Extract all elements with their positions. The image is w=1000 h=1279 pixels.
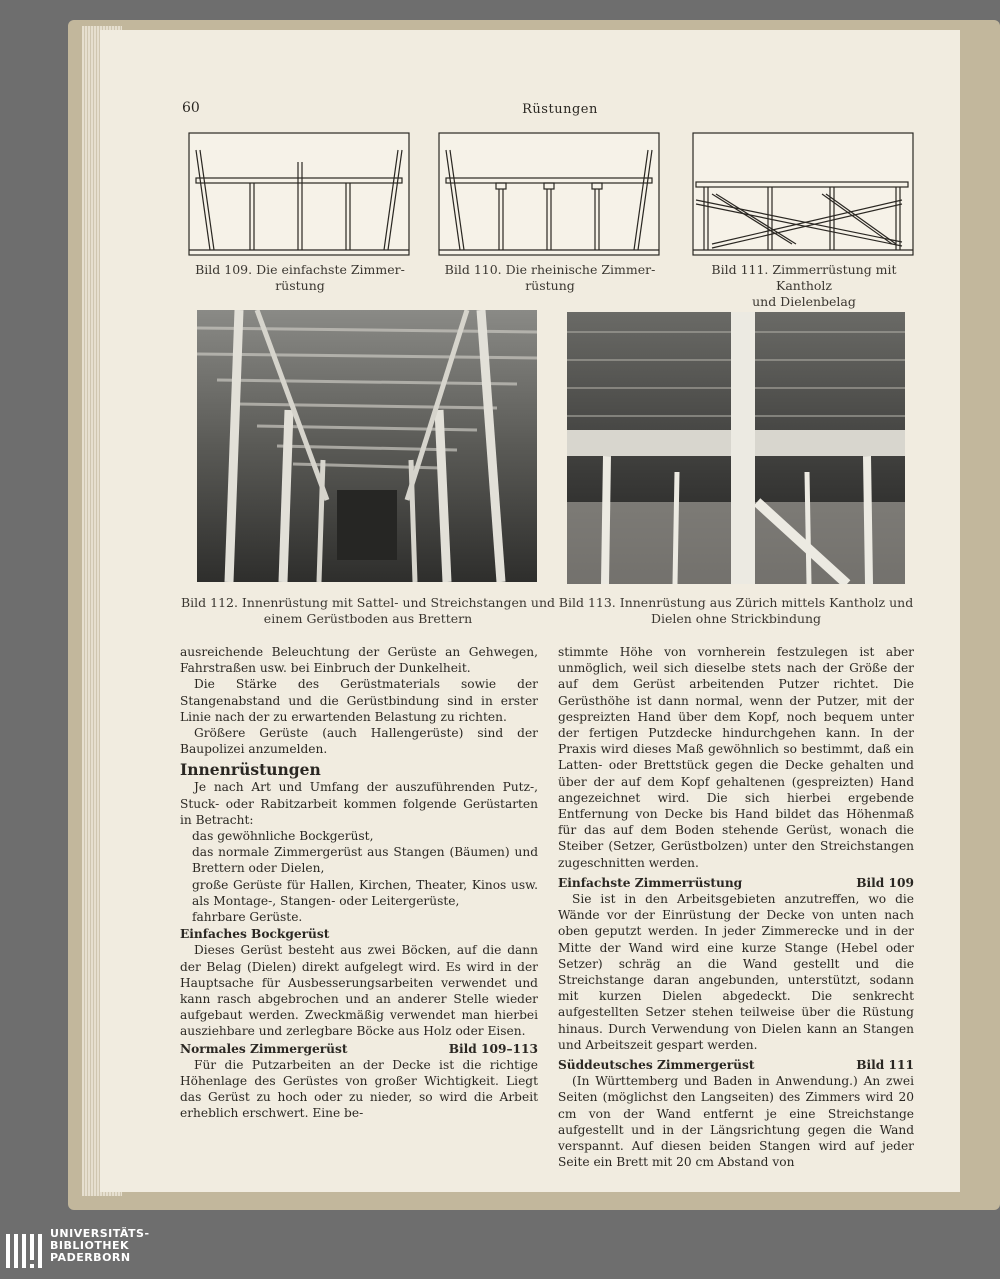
list-item: das gewöhnliche Bockgerüst, xyxy=(192,829,374,844)
diagram-bild-111 xyxy=(692,132,914,256)
photo-bild-112 xyxy=(197,310,537,582)
left-paragraph-4: Je nach Art und Umfang der auszuführenden Putz-, Stuck- oder Rabitzarbeit kommen folgende Gerüstarten in Betracht: xyxy=(180,780,538,827)
figure-reference: Bild 109 xyxy=(856,875,914,890)
running-title: Rüstungen xyxy=(522,102,598,117)
right-paragraph-2: Sie ist in den Arbeitsgebieten anzutreffen, wo die Wände vor der Einrüstung der Decke von unten nach oben geputzt werden. In jeder Zimmerecke und in der Mitte der Wand wird eine kurze Stange (Hebel oder Setzer) schräg an die Wand gestellt und die Streichstange daran angebunden, unterstützt, sodann mit kurzen Dielen abgedeckt. Die senkrecht aufgestellten Setzer stehen teilweise über die Rüstung hinaus. Durch Verwendung von Dielen kann an Stangen und Arbeitszeit gespart werden. xyxy=(558,892,914,1052)
right-paragraph-1: stimmte Höhe von vornherein festzulegen ist aber unmöglich, weil sich dieselbe stets nach der Größe der auf dem Gerüst arbeitenden Putzer richtet. Die Gerüsthöhe ist dann normal, wenn der Putzer, mit der gespreizten Hand über dem Kopf, noch bequem unter der fertigen Putzdecke hindurchgehen kann. In der Praxis wird dieses Maß gewöhnlich so bestimmt, daß ein Latten- oder Brettstück gegen die Decke gehalten und über der auf dem Kopf gehaltenen (gespreizten) Hand angezeichnet wird. Die sich hierbei ergebende Entfernung von Decke bis Hand bildet das Höhenmaß für das auf dem Boden stehende Gerüst, wonach die Steiber (Setzer, Gerüstbolzen) unter den Streichstangen zugeschnitten werden. xyxy=(558,645,914,870)
list-item: fahrbare Gerüste. xyxy=(192,910,303,925)
figure-reference: Bild 111 xyxy=(856,1058,914,1073)
photo-bild-113 xyxy=(567,312,905,584)
caption-bild-111: Bild 111. Zimmerrüstung mit Kantholz und Dielenbelag xyxy=(711,262,897,309)
caption-bild-113: Bild 113. Innenrüstung aus Zürich mittels Kantholz und Dielen ohne Strickbindung xyxy=(558,595,914,626)
figure-reference: Bild 109–113 xyxy=(448,1041,538,1056)
logo-line: PADERBORN xyxy=(50,1251,131,1264)
left-text-column xyxy=(180,644,538,1122)
left-paragraph-1: ausreichende Beleuchtung der Gerüste an Gehwegen, Fahrstraßen usw. bei Einbruch der Dunkelheit. xyxy=(180,645,538,676)
library-logo-text xyxy=(50,1228,150,1264)
caption-bild-109: Bild 109. Die einfachste Zimmer- rüstung xyxy=(195,262,405,293)
diagram-bild-109 xyxy=(188,132,410,256)
page-number: 60 xyxy=(182,100,200,116)
subheading-sueddeutsches-zimmergeruest xyxy=(558,1057,914,1073)
subheading-title: Süddeutsches Zimmergerüst xyxy=(558,1058,755,1073)
right-paragraph-3: (In Württemberg und Baden in Anwendung.) An zwei Seiten (möglichst den Langseiten) des Zimmers wird 20 cm von der Wand entfernt je eine Streichstange aufgestellt und in der Längsrichtung gegen die Wand verspannt. Auf diesen beiden Stangen wird auf jeder Seite ein Brett mit 20 cm Abstand von xyxy=(558,1074,914,1170)
left-paragraph-3: Größere Gerüste (auch Hallengerüste) sind der Baupolizei anzumelden. xyxy=(180,726,538,757)
heading-innenruestungen: Innenrüstungen xyxy=(180,760,321,780)
subheading-einfaches-bockgeruest xyxy=(180,926,538,942)
subheading-title: Normales Zimmergerüst xyxy=(180,1041,348,1056)
subheading-title: Einfachste Zimmerrüstung xyxy=(558,875,743,890)
left-paragraph-2: Die Stärke des Gerüstmaterials sowie der Stangenabstand und die Gerüstbindung sind in erster Linie nach der zu erwartenden Belastung zu richten. xyxy=(180,677,538,724)
book-page xyxy=(100,30,960,1192)
left-paragraph-5: Dieses Gerüst besteht aus zwei Böcken, auf die dann der Belag (Dielen) direkt aufgelegt wird. Es wird in der Hauptsache für Ausbesserungsarbeiten verwendet und kann rasch abgebrochen und an anderer Stelle wieder aufgebaut werden. Zweckmäßig verwendet man hierbei ausziehbare und zerlegbare Böcke aus Holz oder Eisen. xyxy=(180,943,538,1039)
subheading-normales-zimmergeruest xyxy=(180,1041,538,1057)
subheading-einfachste-zimmerruestung xyxy=(558,875,914,891)
caption-bild-110: Bild 110. Die rheinische Zimmer- rüstung xyxy=(444,262,656,293)
list-item: große Gerüste für Hallen, Kirchen, Theater, Kinos usw. als Montage-, Stangen- oder Leitergerüste, xyxy=(192,877,538,908)
subheading-title: Einfaches Bockgerüst xyxy=(180,927,330,942)
logo-line: UNIVERSITÄTS- xyxy=(50,1227,150,1240)
diagram-bild-110 xyxy=(438,132,660,256)
logo-line: BIBLIOTHEK xyxy=(50,1239,130,1252)
right-text-column xyxy=(558,644,914,1171)
caption-bild-112: Bild 112. Innenrüstung mit Sattel- und Streichstangen und einem Gerüstboden aus Brettern xyxy=(180,595,556,626)
left-paragraph-6: Für die Putzarbeiten an der Decke ist die richtige Höhenlage des Gerüstes von großer Wichtigkeit. Liegt das Gerüst zu hoch oder zu nieder, so wird die Arbeit erheblich erschwert. Eine be- xyxy=(180,1057,538,1121)
list-item: das normale Zimmergerüst aus Stangen (Bäumen) und Brettern oder Dielen, xyxy=(192,845,538,876)
